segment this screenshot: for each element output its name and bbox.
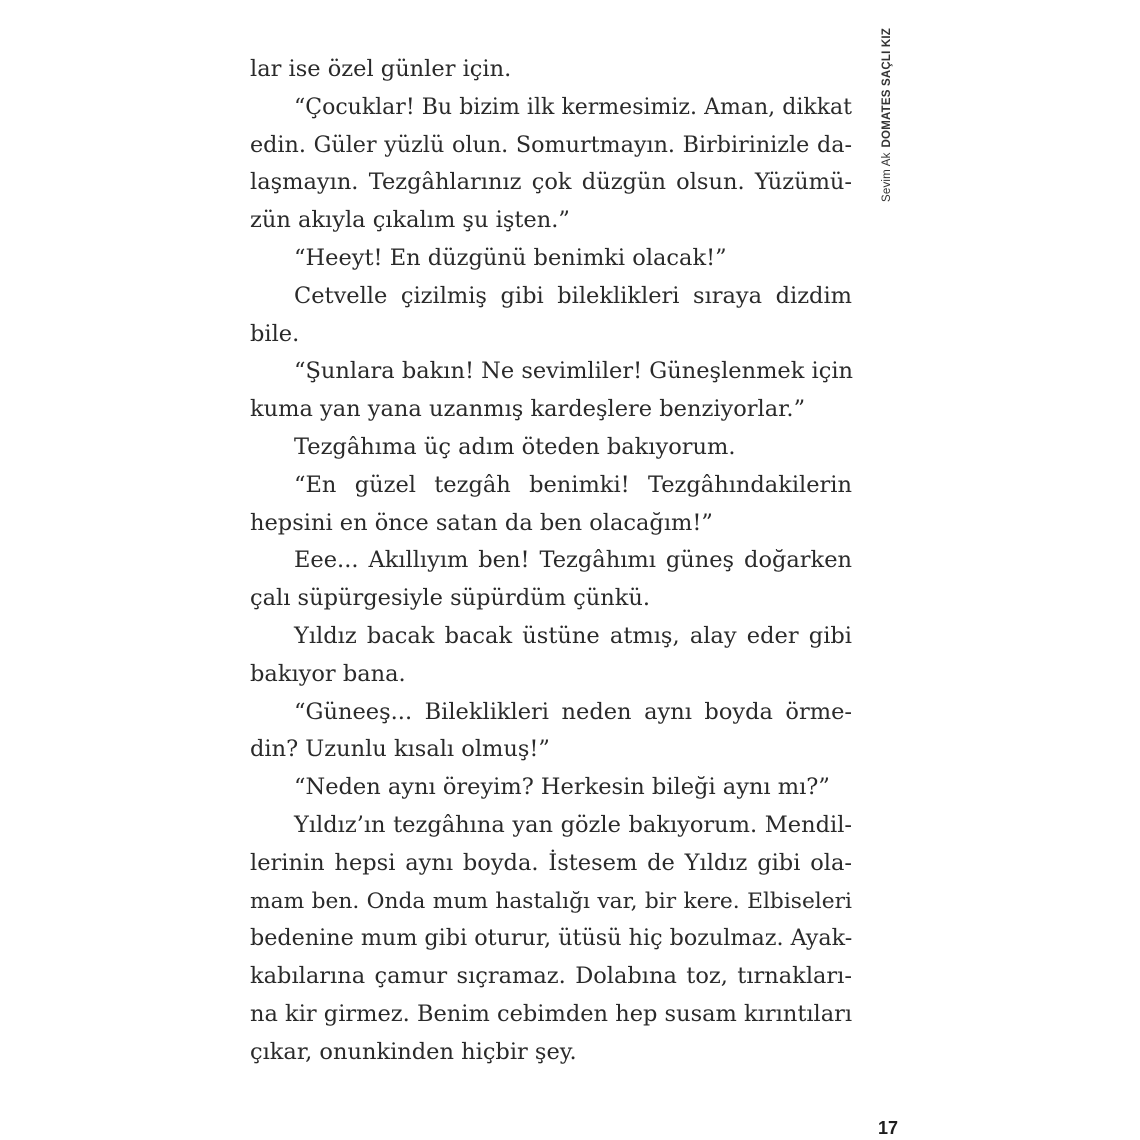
running-head: [877, 2, 897, 227]
page-number: 17: [877, 1118, 898, 1138]
text-line: mam ben. Onda mum hastalığı var, bir kere. Elbiseleri: [250, 888, 852, 914]
text-line: “Güneeş... Bileklikleri neden aynı boyda örme-: [294, 698, 852, 725]
text-line: na kir girmez. Benim cebimden hep susam kırıntıları: [250, 1000, 853, 1027]
body-text: [250, 51, 852, 1072]
text-line: “Şunlara bakın! Ne sevimliler! Güneşlenmek için: [294, 358, 854, 385]
text-line: bakıyor bana.: [250, 660, 406, 687]
text-line: edin. Güler yüzlü olun. Somurtmayın. Birbirinizle da-: [250, 131, 852, 158]
text-line: kabılarına çamur sıçramaz. Dolabına toz, tırnakları-: [250, 963, 852, 990]
text-line: Yıldız’ın tezgâhına yan gözle bakıyorum. Mendil-: [294, 811, 852, 838]
text-line: zün akıyla çıkalım şu işten.”: [250, 207, 570, 234]
text-line: Cetvelle çizilmiş gibi bileklikleri sıraya dizdim: [294, 282, 852, 309]
text-line: hepsini en önce satan da ben olacağım!”: [250, 509, 713, 536]
text-line: “Çocuklar! Bu bizim ilk kermesimiz. Aman, dikkat: [294, 94, 852, 120]
text-line: çalı süpürgesiyle süpürdüm çünkü.: [250, 585, 651, 612]
text-line: “Heeyt! En düzgünü benimki olacak!”: [294, 244, 727, 271]
text-line: “Neden aynı öreyim? Herkesin bileği aynı mı?”: [294, 774, 830, 801]
text-line: din? Uzunlu kısalı olmuş!”: [250, 736, 550, 763]
running-head-book-title: DOMATES SAÇLI KIZ: [881, 27, 893, 147]
text-line: Yıldız bacak bacak üstüne atmış, alay eder gibi: [294, 622, 852, 649]
running-head-text: [881, 27, 893, 201]
text-line: bedenine mum gibi oturur, ütüsü hiç bozulmaz. Ayak-: [250, 925, 853, 952]
running-head-author: Sevim Ak: [881, 151, 893, 202]
text-line: çıkar, onunkinden hiçbir şey.: [250, 1038, 577, 1065]
text-line: lerinin hepsi aynı boyda. İstesem de Yıldız gibi ola-: [250, 849, 852, 876]
text-line: bile.: [250, 320, 300, 347]
text-line: kuma yan yana uzanmış kardeşlere benziyorlar.”: [250, 396, 806, 423]
text-line: laşmayın. Tezgâhlarınız çok düzgün olsun. Yüzümü-: [250, 169, 852, 196]
text-line: Tezgâhıma üç adım öteden bakıyorum.: [294, 433, 736, 460]
text-line: “En güzel tezgâh benimki! Tezgâhındakilerin: [294, 471, 852, 498]
text-line: lar ise özel günler için.: [250, 56, 512, 82]
text-line: Eee... Akıllıyım ben! Tezgâhımı güneş doğarken: [294, 547, 852, 574]
